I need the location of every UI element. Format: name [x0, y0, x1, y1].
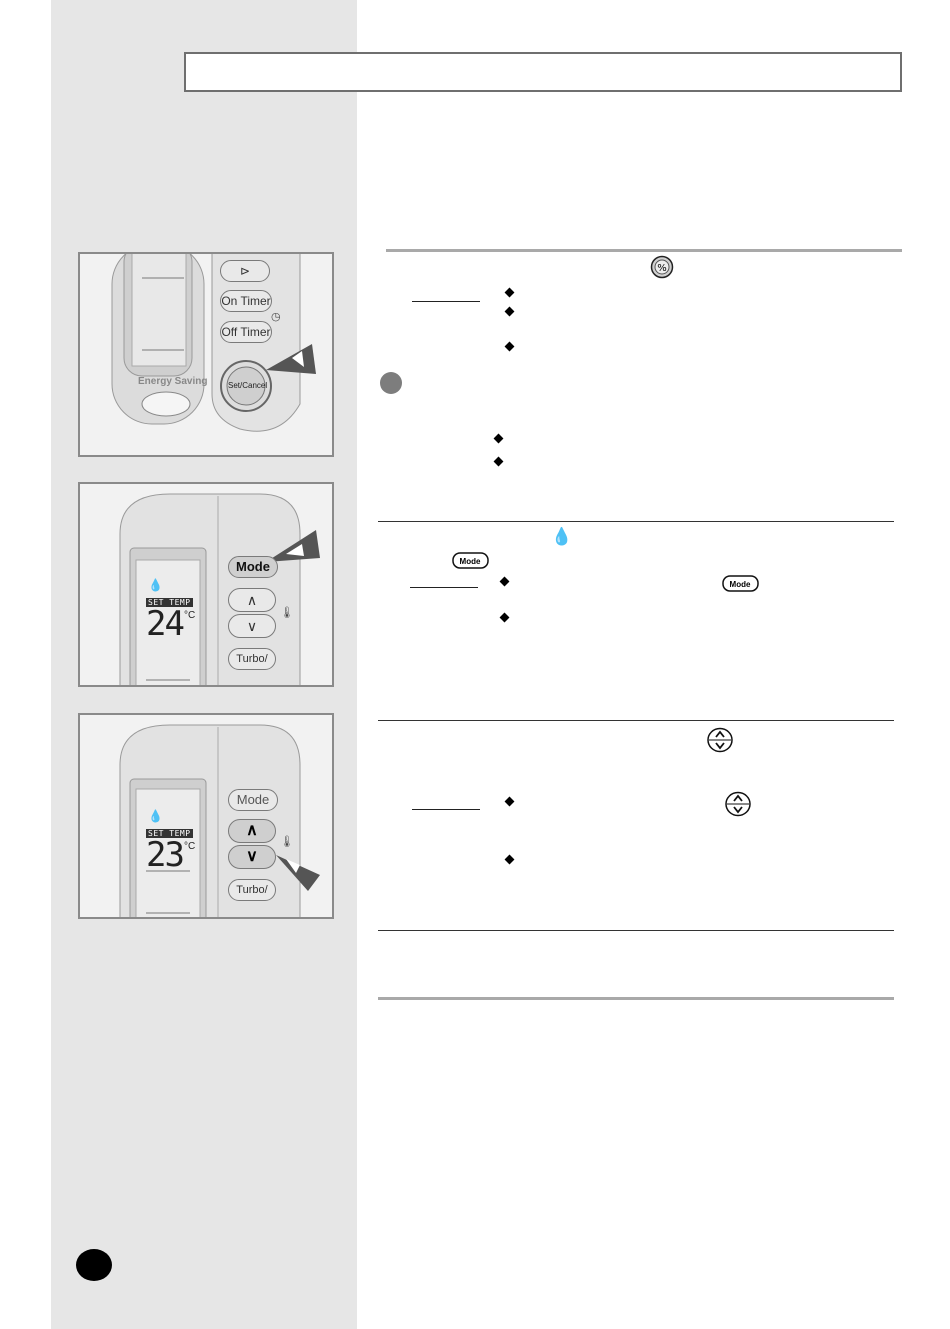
- bullet: [505, 342, 515, 352]
- section-divider: [378, 930, 894, 931]
- dry-mode-icon: 💧: [148, 809, 163, 823]
- temp-unit: °C: [184, 841, 196, 852]
- remote-illustration-timer: [78, 252, 334, 457]
- temp-up-down-icon: [725, 791, 751, 817]
- note-underline: [410, 587, 478, 588]
- turbo-button[interactable]: [228, 879, 276, 901]
- bullet: [500, 577, 510, 587]
- dry-mode-icon: 💧: [148, 578, 163, 592]
- timer-clock-icon: ◷: [271, 311, 281, 323]
- temp-up-button[interactable]: ∧: [228, 588, 276, 612]
- remote-body-graphic: [80, 715, 332, 917]
- note-underline: [412, 809, 480, 810]
- remote-illustration-temp: [78, 713, 334, 919]
- bullet: [505, 855, 515, 865]
- temp-up-down-icon: [707, 727, 733, 753]
- turbo-label: Turbo/: [236, 653, 268, 665]
- energy-saving-label: Energy Saving: [138, 376, 208, 387]
- svg-text:%: %: [657, 263, 667, 274]
- swing-button[interactable]: ⊳: [220, 260, 270, 282]
- section-divider: [378, 720, 894, 721]
- mode-button[interactable]: Mode: [228, 789, 278, 811]
- mode-button[interactable]: Mode: [228, 556, 278, 578]
- off-timer-button[interactable]: Off Timer: [220, 321, 272, 343]
- mode-button-icon: [722, 574, 760, 594]
- thermometer-icon: 🌡: [280, 607, 294, 619]
- svg-text:Mode: Mode: [459, 557, 481, 566]
- note-underline: [412, 301, 480, 302]
- bullet: [505, 288, 515, 298]
- bullet: [505, 797, 515, 807]
- page-number-badge: [76, 1249, 112, 1281]
- remote-body-graphic: [80, 484, 332, 685]
- section-divider: [378, 521, 894, 522]
- tip-marker: [380, 372, 402, 394]
- set-cancel-label: Set/Cancel: [228, 381, 268, 390]
- turbo-button[interactable]: [228, 648, 276, 670]
- temp-down-button[interactable]: ∨: [228, 614, 276, 638]
- energy-saving-icon: [650, 255, 674, 279]
- section-divider: [386, 249, 902, 252]
- svg-text:Mode: Mode: [729, 580, 751, 589]
- bullet: [500, 613, 510, 623]
- dry-mode-icon: 💧: [551, 527, 573, 546]
- on-timer-button[interactable]: On Timer: [220, 290, 272, 312]
- temp-up-button[interactable]: ∧: [228, 819, 276, 843]
- temp-down-button[interactable]: ∨: [228, 845, 276, 869]
- set-temp-label: SET TEMP: [148, 598, 191, 607]
- turbo-label: Turbo/: [236, 884, 268, 896]
- mode-button-icon: [452, 551, 490, 571]
- temp-unit: °C: [184, 610, 196, 621]
- bullet: [494, 457, 504, 467]
- temp-display: 24: [146, 604, 183, 644]
- section-divider: [378, 997, 894, 1000]
- temp-display: 23: [146, 835, 183, 875]
- set-temp-label: SET TEMP: [148, 829, 191, 838]
- thermometer-icon: 🌡: [280, 836, 294, 848]
- remote-body-graphic: [80, 254, 332, 455]
- set-cancel-button[interactable]: [228, 368, 268, 404]
- bullet: [494, 434, 504, 444]
- remote-illustration-mode: [78, 482, 334, 687]
- bullet: [505, 307, 515, 317]
- page-title-box: [184, 52, 902, 92]
